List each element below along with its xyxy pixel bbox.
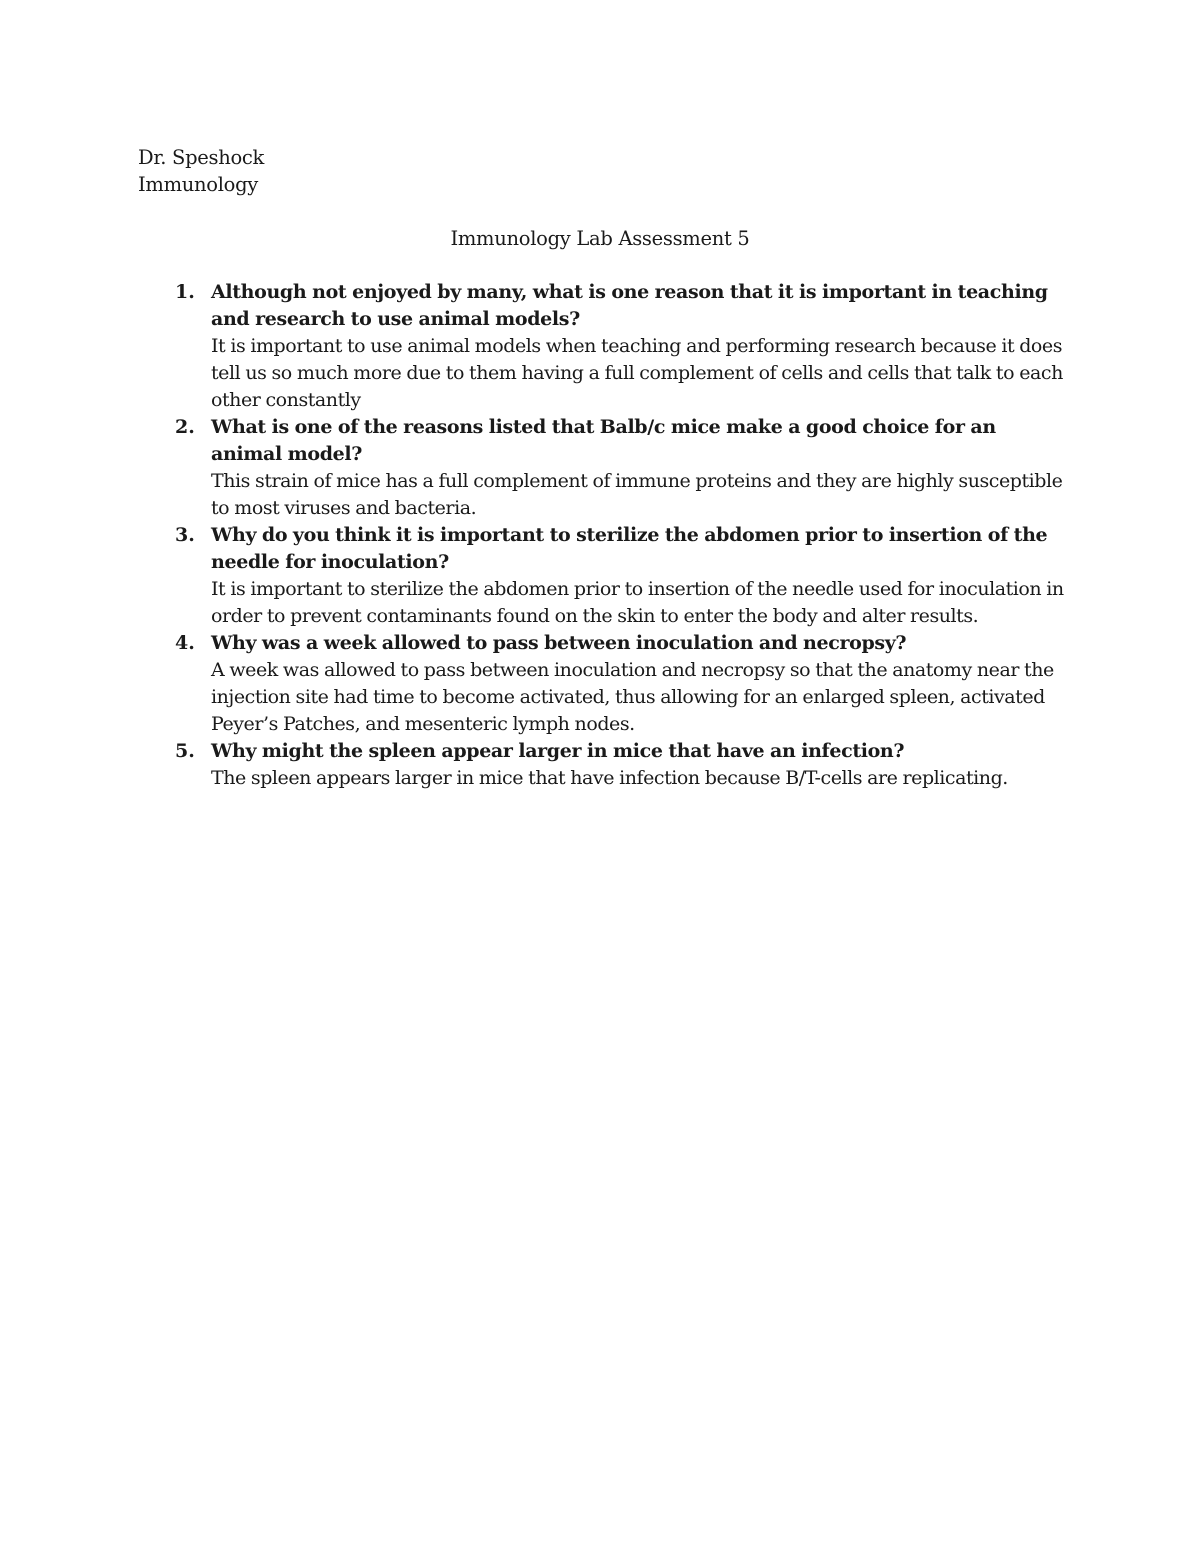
question-item	[0, 279, 1071, 414]
answer-text: This strain of mice has a full complement of immune proteins and they are highly susceptible to most viruses and bacteria.	[211, 470, 1063, 519]
question-number: 5.	[175, 740, 195, 762]
course-name: Immunology	[138, 173, 259, 196]
question-number: 3.	[175, 524, 195, 546]
question-item	[0, 414, 1071, 522]
answer-text: A week was allowed to pass between inoculation and necropsy so that the anatomy near the injection site had time to become activated, thus allowing for an enlarged spleen, activated Peyer’s Patches, and mesenteric lymph nodes.	[211, 659, 1054, 735]
question-number: 1.	[175, 281, 195, 303]
question-text: Why do you think it is important to sterilize the abdomen prior to insertion of the needle for inoculation?	[211, 524, 1048, 573]
answer-text: The spleen appears larger in mice that have infection because B/T-cells are replicating.	[211, 767, 1008, 789]
question-text: Why was a week allowed to pass between inoculation and necropsy?	[211, 632, 907, 654]
question-item	[0, 630, 1071, 738]
question-list	[0, 279, 1200, 792]
answer-text: It is important to sterilize the abdomen prior to insertion of the needle used for inoculation in order to prevent contaminants found on the skin to enter the body and alter results.	[211, 578, 1064, 627]
author-name: Dr. Speshock	[138, 146, 265, 169]
question-number: 4.	[175, 632, 195, 654]
question-item	[0, 522, 1071, 630]
answer-text: It is important to use animal models when teaching and performing research because it does tell us so much more due to them having a full complement of cells and cells that talk to each other constantly	[211, 335, 1063, 411]
question-item	[0, 738, 1071, 792]
document-title: Immunology Lab Assessment 5	[450, 227, 750, 250]
question-text: Why might the spleen appear larger in mice that have an infection?	[211, 740, 905, 762]
question-text: Although not enjoyed by many, what is one reason that it is important in teaching and research to use animal models?	[211, 281, 1048, 330]
question-text: What is one of the reasons listed that Balb/c mice make a good choice for an animal model?	[211, 416, 996, 465]
question-number: 2.	[175, 416, 195, 438]
